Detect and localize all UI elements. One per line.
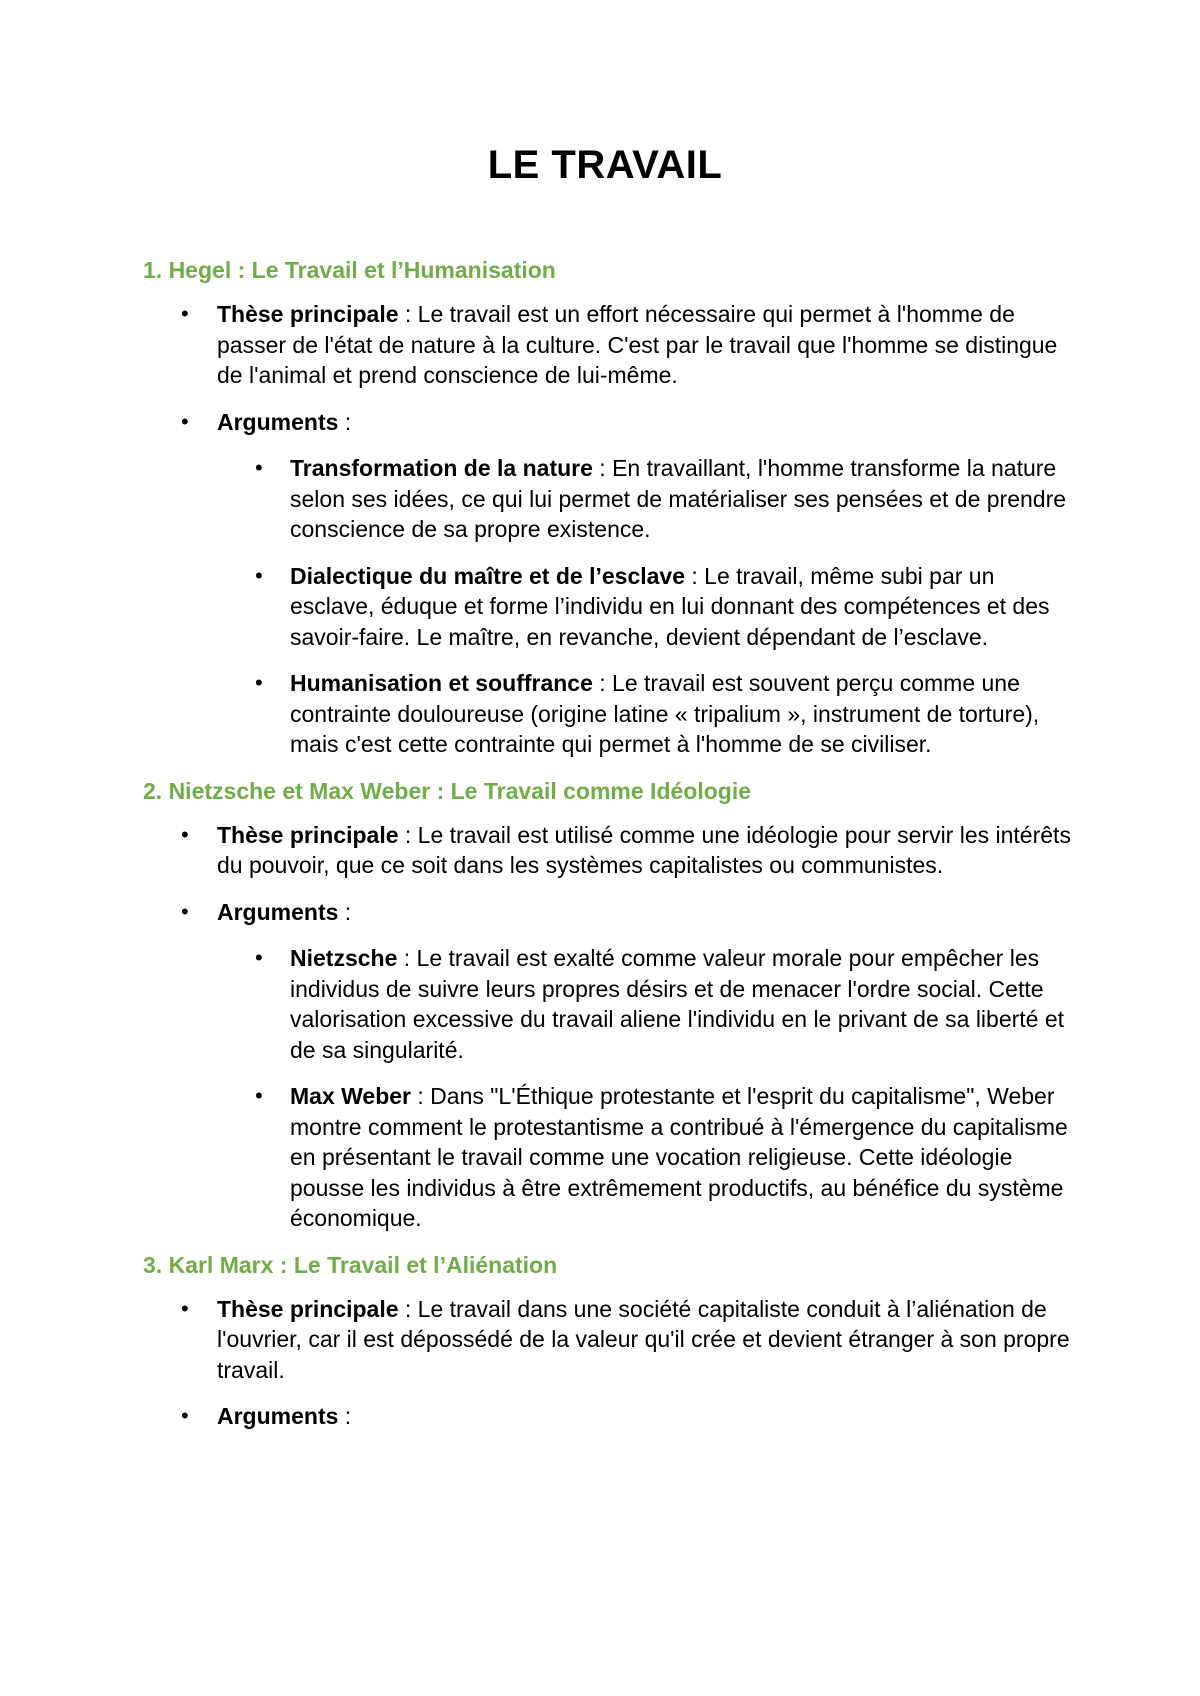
item-text: : Le travail est souvent perçu comme une contrainte douloureuse (origine latine « tripalium », instrument de torture), mais c'est cette contrainte qui permet à l'homme de se civiliser. (290, 670, 1040, 757)
item-label: Arguments (217, 408, 339, 435)
item-text: : Le travail, même subi par un esclave, éduque et forme l’individu en lui donnant des compétences et des savoir-faire. Le maître, en revanche, devient dépendant de l’esclave. (290, 562, 1050, 650)
item-label: Thèse principale (217, 821, 399, 848)
item-label: Thèse principale (217, 301, 399, 327)
bullet-icon: • (255, 455, 263, 480)
item-text: : (338, 408, 352, 435)
item-label: Arguments (217, 898, 339, 925)
list-item (143, 1401, 1073, 1432)
list-item (143, 299, 1073, 391)
sub-list-item (217, 561, 1073, 653)
section-marx (143, 1250, 1073, 1432)
list-item (143, 1294, 1073, 1386)
page-title: LE TRAVAIL (487, 143, 723, 187)
bullet-icon: • (181, 301, 189, 326)
bullet-icon: • (255, 1083, 263, 1108)
document-body (143, 255, 1073, 1448)
sub-list-item (217, 943, 1073, 1065)
item-label: Dialectique du maître et de l’esclave (290, 562, 685, 589)
item-text: : Le travail est utilisé comme une idéologie pour servir les intérêts du pouvoir, que ce soit dans les systèmes capitalistes ou communistes. (217, 821, 1071, 878)
item-label: Humanisation et souffrance (290, 670, 593, 696)
section-heading: 2. Nietzsche et Max Weber : Le Travail comme Idéologie (143, 777, 752, 804)
item-label: Transformation de la nature (290, 455, 593, 481)
bullet-icon: • (181, 1403, 189, 1428)
item-label: Thèse principale (217, 1295, 399, 1322)
sub-list-item (217, 1081, 1073, 1234)
bullet-icon: • (255, 945, 263, 970)
sub-bullet-list (217, 453, 1073, 760)
bullet-icon: • (181, 408, 189, 434)
item-text: : Dans "L'Éthique protestante et l'esprit du capitalisme", Weber montre comment le protestantisme a contribué à l'émergence du capitalisme en présentant le travail comme une vocation religieuse. Cette idéologie pousse les individus à être extrêmement productifs, au bénéfice du système économique. (290, 1083, 1068, 1231)
section-heading: 1. Hegel : Le Travail et l’Humanisation (143, 257, 556, 283)
sub-list-item (217, 668, 1073, 760)
sub-list-item (217, 453, 1073, 545)
list-item (143, 897, 1073, 1234)
sub-bullet-list (217, 943, 1073, 1234)
bullet-icon: • (255, 670, 263, 695)
bullet-icon: • (255, 562, 263, 588)
bullet-list (143, 1294, 1073, 1432)
section-heading: 3. Karl Marx : Le Travail et l’Aliénation (143, 1251, 558, 1278)
bullet-icon: • (181, 898, 189, 924)
item-text: : En travaillant, l'homme transforme la nature selon ses idées, ce qui lui permet de matérialiser ses pensées et de prendre conscience de sa propre existence. (290, 455, 1067, 542)
section-hegel (143, 255, 1073, 760)
section-nietzsche-weber (143, 776, 1073, 1234)
item-text: : (338, 1403, 352, 1429)
item-text: : Le travail est un effort nécessaire qui permet à l'homme de passer de l'état de nature à la culture. C'est par le travail que l'homme se distingue de l'animal et prend conscience de lui-même. (217, 301, 1058, 388)
bullet-list (143, 820, 1073, 1234)
item-label: Max Weber (290, 1083, 412, 1109)
item-label: Arguments (217, 1403, 339, 1429)
bullet-list (143, 299, 1073, 760)
list-item (143, 407, 1073, 760)
item-label: Nietzsche (290, 945, 398, 971)
item-text: : (338, 898, 352, 925)
list-item (143, 820, 1073, 881)
item-text: : Le travail dans une société capitaliste conduit à l’aliénation de l'ouvrier, car il est dépossédé de la valeur qu'il crée et devient étranger à son propre travail. (217, 1295, 1070, 1383)
bullet-icon: • (181, 821, 189, 847)
bullet-icon: • (181, 1295, 189, 1321)
item-text: : Le travail est exalté comme valeur morale pour empêcher les individus de suivre leurs propres désirs et de menacer l'ordre social. Cette valorisation excessive du travail aliene l'individu en le privant de sa liberté et de sa singularité. (290, 945, 1065, 1063)
